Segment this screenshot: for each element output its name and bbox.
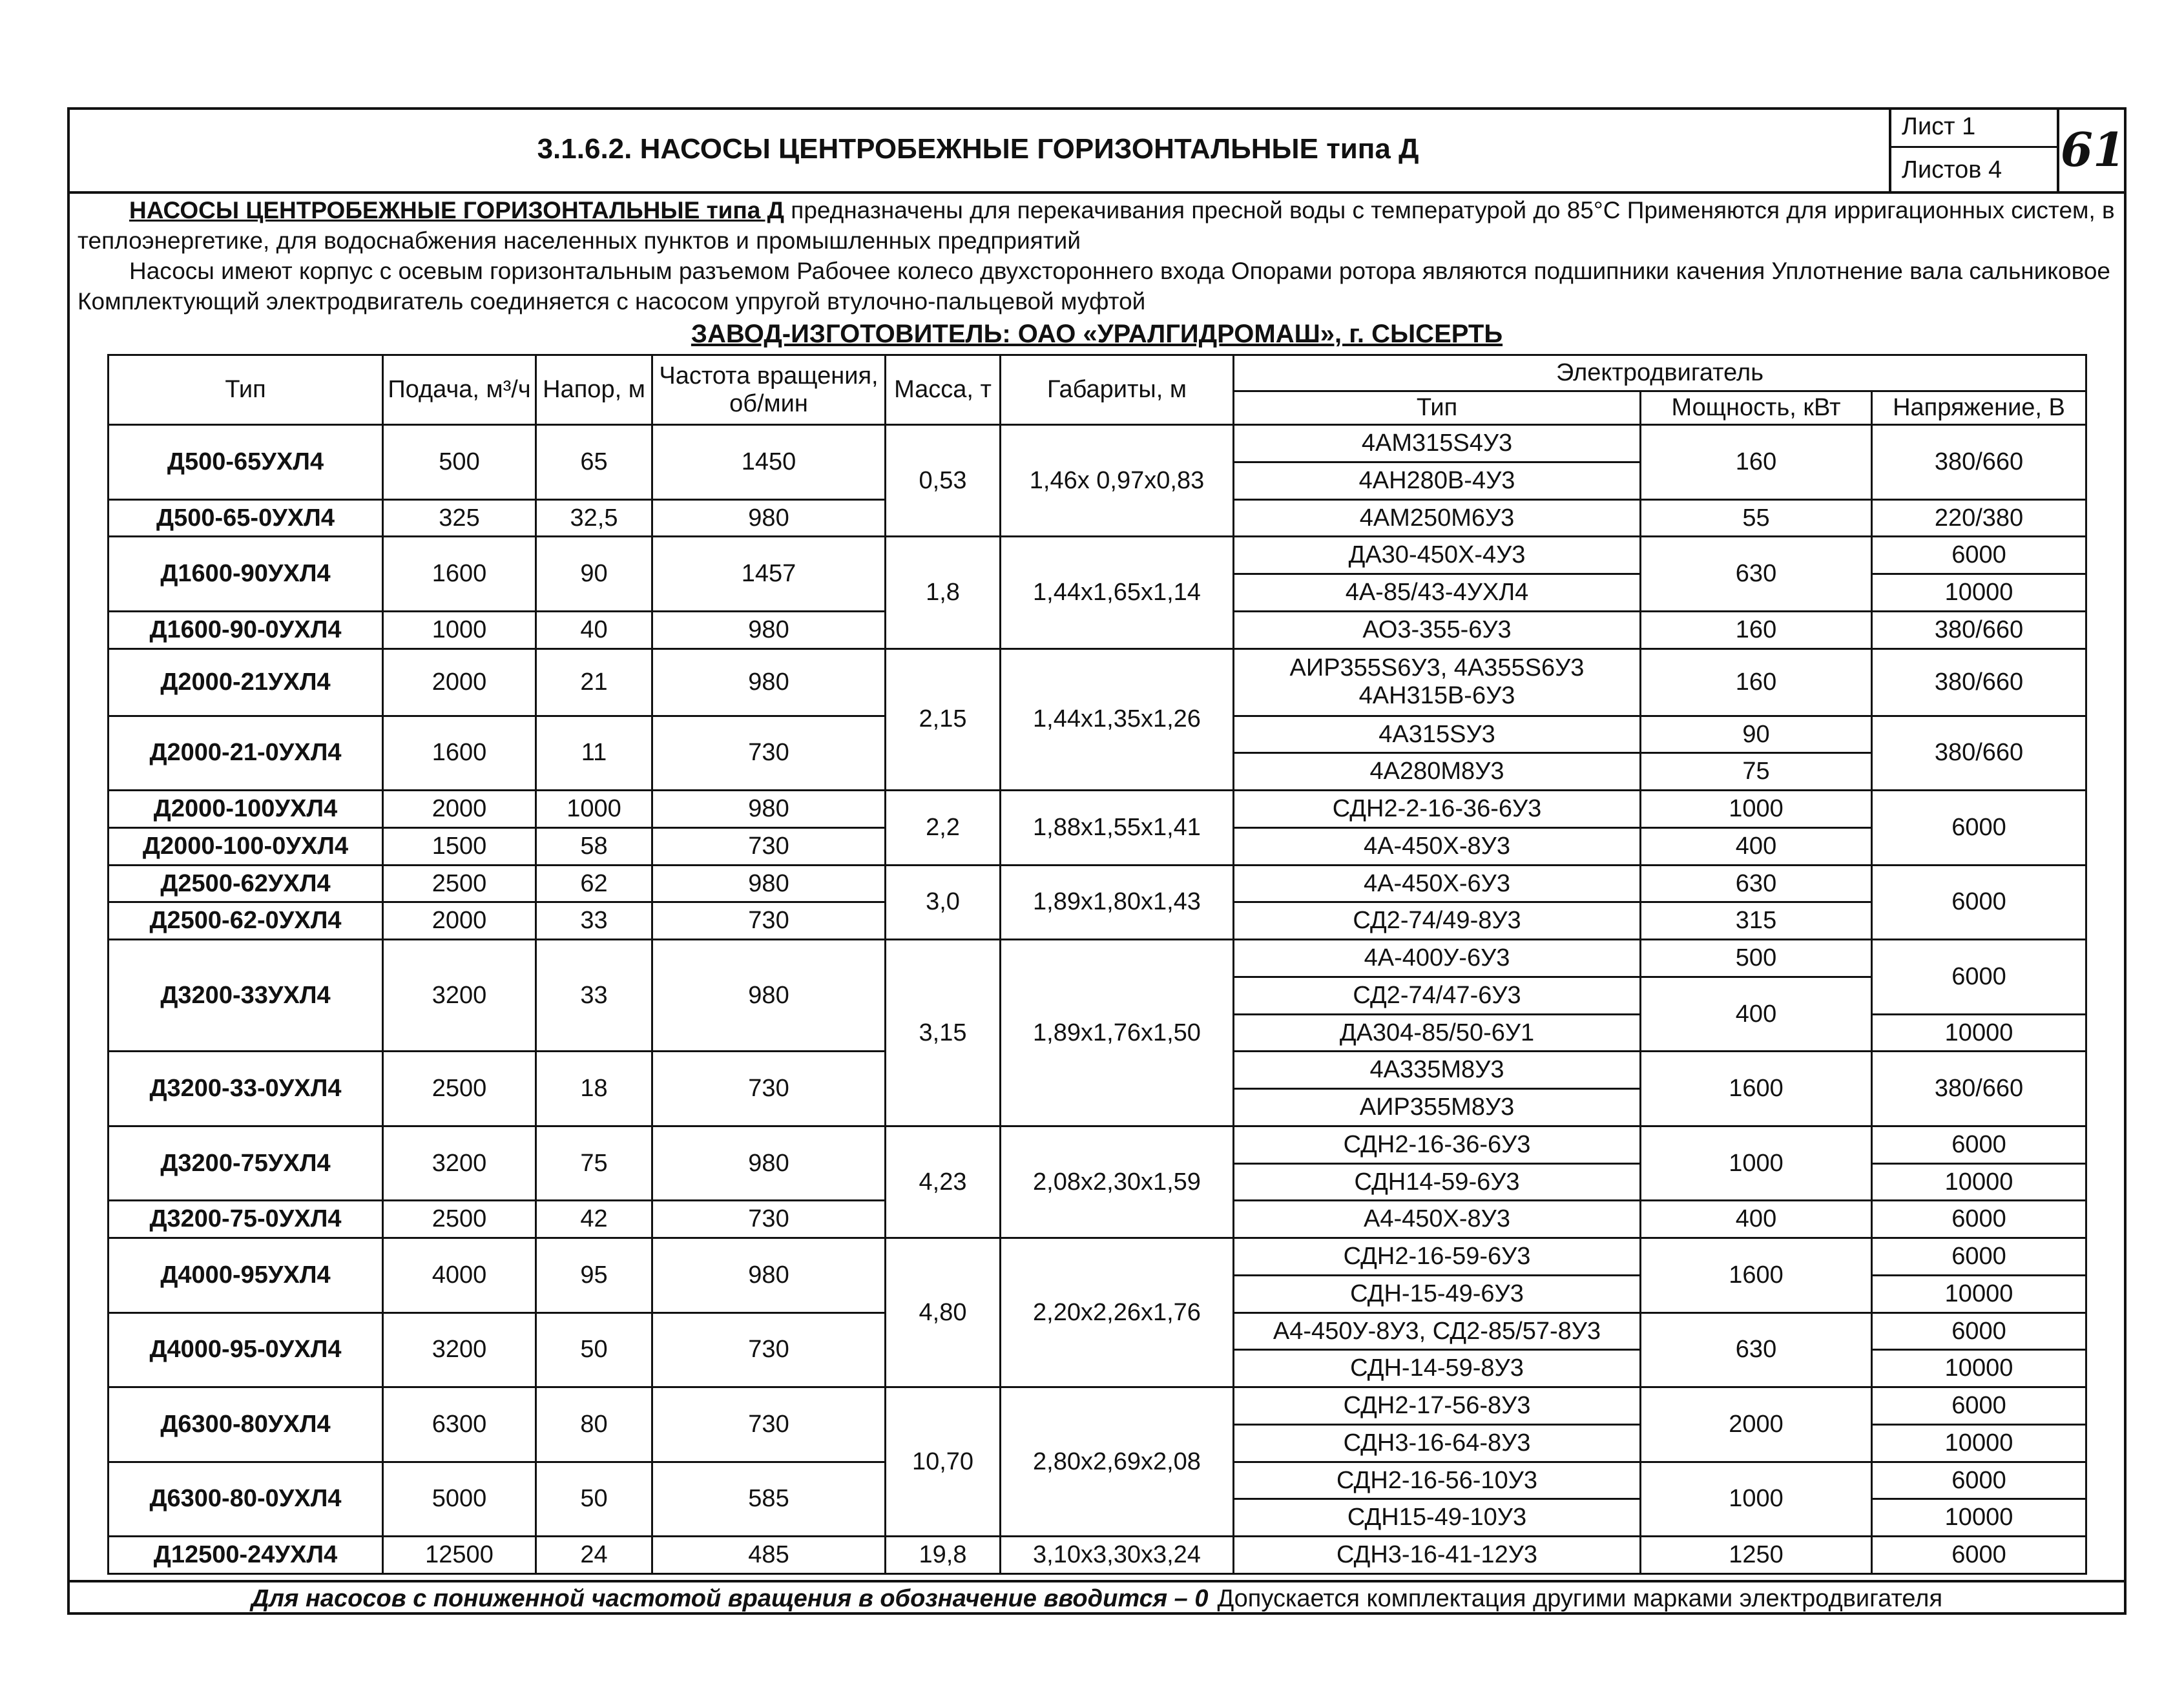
motor-type: 4А-85/43-4УХЛ4 [1234,574,1641,612]
sheet-number: Лист 1 [1891,107,2057,148]
pump-head: 21 [536,648,652,716]
pump-flow: 2500 [383,865,536,902]
pump-mass: 3,0 [886,865,1001,940]
pump-speed: 980 [652,791,886,828]
pump-head: 24 [536,1537,652,1574]
pump-speed: 980 [652,865,886,902]
motor-type: СД2-74/49-8У3 [1234,902,1641,940]
header-motor-voltage: Напряжение, В [1872,391,2086,425]
motor-type: СДН2-16-36-6У3 [1234,1126,1641,1163]
pump-type: Д3200-33-0УХЛ4 [109,1052,383,1126]
motor-power: 400 [1641,1201,1872,1238]
pump-head: 50 [536,1312,652,1387]
motor-power: 90 [1641,716,1872,753]
motor-voltage: 10000 [1872,1350,2086,1387]
motor-power: 630 [1641,1312,1872,1387]
motor-power: 1250 [1641,1537,1872,1574]
motor-power: 2000 [1641,1387,1872,1462]
pump-speed: 730 [652,827,886,865]
motor-type: СДН3-16-41-12У3 [1234,1537,1641,1574]
intro-lead: НАСОСЫ ЦЕНТРОБЕЖНЫЕ ГОРИЗОНТАЛЬНЫЕ типа Д [129,197,784,223]
motor-power: 1600 [1641,1052,1872,1126]
intro-text [78,195,2119,316]
pump-flow: 500 [383,425,536,500]
pump-flow: 2000 [383,902,536,940]
pump-type: Д3200-75-0УХЛ4 [109,1201,383,1238]
motor-type: А4-450Х-8У3 [1234,1201,1641,1238]
pump-mass: 2,15 [886,648,1001,791]
motor-voltage: 380/660 [1872,648,2086,716]
pump-head: 42 [536,1201,652,1238]
pump-speed: 585 [652,1462,886,1537]
pump-dims: 2,20х2,26х1,76 [1001,1238,1234,1387]
motor-voltage: 6000 [1872,1537,2086,1574]
motor-voltage: 6000 [1872,1201,2086,1238]
motor-type: 4АМ315S4У3 [1234,425,1641,462]
motor-type: СДН2-2-16-36-6У3 [1234,791,1641,828]
pump-dims: 2,80х2,69х2,08 [1001,1387,1234,1537]
pump-type: Д2000-100УХЛ4 [109,791,383,828]
page-number: 61 [2057,107,2127,191]
motor-type: 4А280М8У3 [1234,753,1641,791]
pump-type: Д2500-62-0УХЛ4 [109,902,383,940]
header-motor-type: Тип [1234,391,1641,425]
pump-type: Д6300-80УХЛ4 [109,1387,383,1462]
motor-power: 75 [1641,753,1872,791]
pump-mass: 4,23 [886,1126,1001,1238]
pump-flow: 3200 [383,1312,536,1387]
motor-power: 160 [1641,648,1872,716]
pump-type: Д2000-100-0УХЛ4 [109,827,383,865]
pump-speed: 980 [652,1238,886,1313]
pump-type: Д500-65-0УХЛ4 [109,499,383,537]
motor-voltage: 380/660 [1872,1052,2086,1126]
motor-power: 1600 [1641,1238,1872,1313]
motor-type: 4А-450Х-6У3 [1234,865,1641,902]
manufacturer: ЗАВОД-ИЗГОТОВИТЕЛЬ: ОАО «УРАЛГИДРОМАШ», г. СЫСЕРТЬ [691,320,1503,348]
pump-head: 65 [536,425,652,500]
pump-speed: 980 [652,611,886,648]
motor-type: СДН2-17-56-8У3 [1234,1387,1641,1425]
sheet-info [1889,107,2057,191]
pump-head: 90 [536,537,652,612]
pump-type: Д2000-21-0УХЛ4 [109,716,383,791]
pump-mass: 10,70 [886,1387,1001,1537]
motor-power: 400 [1641,827,1872,865]
pump-speed: 730 [652,1387,886,1462]
document-header [67,107,2127,194]
footer-note-text: Допускается комплектация другими марками электродвигателя [1217,1584,1943,1612]
pump-dims: 1,88х1,55х1,41 [1001,791,1234,866]
motor-type: СДН-15-49-6У3 [1234,1275,1641,1312]
pump-flow: 1500 [383,827,536,865]
motor-voltage: 6000 [1872,1126,2086,1163]
motor-type: СДН15-49-10У3 [1234,1499,1641,1537]
header-motor-power: Мощность, кВт [1641,391,1872,425]
motor-power: 630 [1641,865,1872,902]
pump-flow: 2500 [383,1201,536,1238]
motor-type: СДН3-16-64-8У3 [1234,1424,1641,1462]
pump-mass: 3,15 [886,940,1001,1126]
motor-type: СДН-14-59-8У3 [1234,1350,1641,1387]
pump-flow: 1600 [383,716,536,791]
header-speed: Частота вращения, об/мин [652,355,886,425]
motor-voltage: 10000 [1872,1275,2086,1312]
motor-type: А4-450У-8У3, СД2-85/57-8У3 [1234,1312,1641,1350]
pump-flow: 1600 [383,537,536,612]
pump-flow: 3200 [383,1126,536,1201]
pump-type: Д1600-90-0УХЛ4 [109,611,383,648]
motor-voltage: 6000 [1872,1238,2086,1276]
pump-head: 18 [536,1052,652,1126]
pump-head: 58 [536,827,652,865]
pump-type: Д4000-95УХЛ4 [109,1238,383,1313]
pump-speed: 1457 [652,537,886,612]
pump-flow: 5000 [383,1462,536,1537]
motor-voltage: 6000 [1872,940,2086,1015]
pump-spec-table [107,354,2087,1575]
header-type: Тип [109,355,383,425]
motor-power: 1000 [1641,791,1872,828]
pump-speed: 730 [652,902,886,940]
pump-head: 11 [536,716,652,791]
header-head: Напор, м [536,355,652,425]
pump-dims: 2,08х2,30х1,59 [1001,1126,1234,1238]
pump-dims: 1,89х1,76х1,50 [1001,940,1234,1126]
pump-mass: 1,8 [886,537,1001,648]
motor-voltage: 10000 [1872,1014,2086,1052]
pump-flow: 1000 [383,611,536,648]
pump-flow: 2500 [383,1052,536,1126]
pump-speed: 980 [652,940,886,1052]
motor-type: 4А315SУ3 [1234,716,1641,753]
motor-power: 400 [1641,977,1872,1052]
intro-paragraph-1 [78,195,2119,256]
pump-head: 50 [536,1462,652,1537]
pump-dims: 1,46х 0,97х0,83 [1001,425,1234,537]
motor-type: СДН2-16-56-10У3 [1234,1462,1641,1499]
footer-note [67,1580,2127,1615]
header-flow: Подача, м³/ч [383,355,536,425]
pump-type: Д12500-24УХЛ4 [109,1537,383,1574]
motor-voltage: 380/660 [1872,611,2086,648]
motor-type: АО3-355-6У3 [1234,611,1641,648]
motor-type: АИР355М8У3 [1234,1089,1641,1126]
motor-voltage: 6000 [1872,537,2086,574]
pump-mass: 19,8 [886,1537,1001,1574]
motor-voltage: 220/380 [1872,499,2086,537]
pump-flow: 3200 [383,940,536,1052]
pump-flow: 325 [383,499,536,537]
pump-head: 80 [536,1387,652,1462]
pump-head: 62 [536,865,652,902]
motor-power: 160 [1641,611,1872,648]
motor-power: 500 [1641,940,1872,977]
pump-head: 1000 [536,791,652,828]
motor-power: 315 [1641,902,1872,940]
motor-power: 630 [1641,537,1872,612]
motor-voltage: 10000 [1872,574,2086,612]
pump-dims: 1,44х1,35х1,26 [1001,648,1234,791]
pump-speed: 980 [652,648,886,716]
pump-head: 40 [536,611,652,648]
pump-speed: 730 [652,716,886,791]
motor-voltage: 6000 [1872,1312,2086,1350]
header-dims: Габариты, м [1001,355,1234,425]
footer-note-emphasis: Для насосов с пониженной частотой вращения в обозначение вводится – 0 [251,1584,1209,1612]
pump-mass: 2,2 [886,791,1001,866]
pump-head: 33 [536,902,652,940]
pump-head: 33 [536,940,652,1052]
motor-type: ДА30-450Х-4У3 [1234,537,1641,574]
intro-paragraph-2: Насосы имеют корпус с осевым горизонтальным разъемом Рабочее колесо двухстороннего входа Опорами ротора являются подшипники качения Уплотнение вала сальниковое Комплектующий электродвигатель соединяется с насосом упругой втулочно-пальцевой муфтой [78,258,2110,315]
pump-mass: 0,53 [886,425,1001,537]
motor-type: АИР355S6У3, 4А355S6У3 4АН315В-6У3 [1234,648,1641,716]
pump-speed: 980 [652,1126,886,1201]
motor-type: 4АН280В-4У3 [1234,462,1641,499]
document-title: 3.1.6.2. НАСОСЫ ЦЕНТРОБЕЖНЫЕ ГОРИЗОНТАЛЬНЫЕ типа Д [537,133,1419,165]
pump-type: Д6300-80-0УХЛ4 [109,1462,383,1537]
pump-type: Д2500-62УХЛ4 [109,865,383,902]
motor-type: 4А-450Х-8У3 [1234,827,1641,865]
motor-power: 1000 [1641,1126,1872,1201]
pump-flow: 12500 [383,1537,536,1574]
pump-type: Д3200-75УХЛ4 [109,1126,383,1201]
motor-type: ДА304-85/50-6У1 [1234,1014,1641,1052]
motor-type: 4АМ250М6У3 [1234,499,1641,537]
pump-speed: 730 [652,1201,886,1238]
pump-speed: 1450 [652,425,886,500]
motor-type: СД2-74/47-6У3 [1234,977,1641,1014]
pump-flow: 4000 [383,1238,536,1313]
motor-voltage: 10000 [1872,1424,2086,1462]
pump-flow: 2000 [383,791,536,828]
intro-p1-text: предназначены для перекачивания пресной воды с температурой до 85°С Применяются для ирригационных систем, в теплоэнергетике, для водоснабжения населенных пунктов и промышленных предприятий [78,197,2115,254]
sheets-total: Листов 4 [1902,156,2002,183]
motor-type: 4А-400У-6У3 [1234,940,1641,977]
motor-type: СДН14-59-6У3 [1234,1163,1641,1201]
pump-speed: 730 [652,1052,886,1126]
header-motor: Электродвигатель [1234,355,2086,391]
pump-flow: 6300 [383,1387,536,1462]
pump-type: Д2000-21УХЛ4 [109,648,383,716]
motor-power: 55 [1641,499,1872,537]
pump-dims: 1,89х1,80х1,43 [1001,865,1234,940]
motor-voltage: 6000 [1872,1462,2086,1499]
pump-head: 95 [536,1238,652,1313]
pump-type: Д1600-90УХЛ4 [109,537,383,612]
pump-speed: 980 [652,499,886,537]
pump-type: Д4000-95-0УХЛ4 [109,1312,383,1387]
motor-type: 4А335М8У3 [1234,1052,1641,1089]
pump-speed: 485 [652,1537,886,1574]
pump-dims: 3,10х3,30х3,24 [1001,1537,1234,1574]
pump-speed: 730 [652,1312,886,1387]
motor-voltage: 6000 [1872,865,2086,940]
motor-voltage: 6000 [1872,1387,2086,1425]
motor-voltage: 380/660 [1872,425,2086,500]
motor-voltage: 380/660 [1872,716,2086,791]
motor-power: 1000 [1641,1462,1872,1537]
pump-mass: 4,80 [886,1238,1001,1387]
pump-head: 32,5 [536,499,652,537]
motor-power: 160 [1641,425,1872,500]
motor-voltage: 10000 [1872,1499,2086,1537]
motor-voltage: 6000 [1872,791,2086,866]
pump-type: Д3200-33УХЛ4 [109,940,383,1052]
pump-type: Д500-65УХЛ4 [109,425,383,500]
pump-flow: 2000 [383,648,536,716]
header-mass: Масса, т [886,355,1001,425]
motor-voltage: 10000 [1872,1163,2086,1201]
motor-type: СДН2-16-59-6У3 [1234,1238,1641,1276]
pump-dims: 1,44х1,65х1,14 [1001,537,1234,648]
pump-head: 75 [536,1126,652,1201]
